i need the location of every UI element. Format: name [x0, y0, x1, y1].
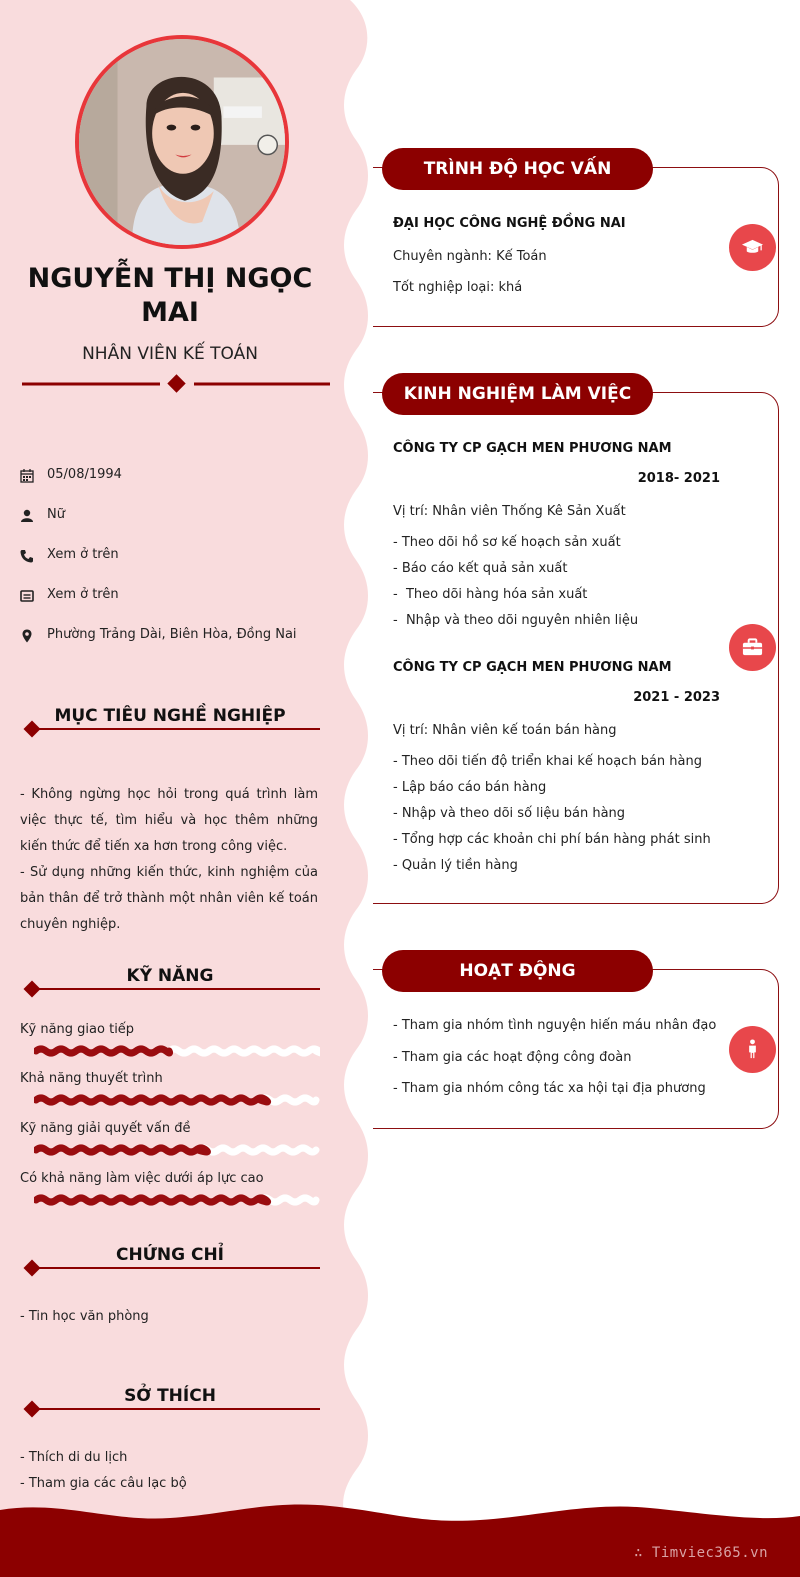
job-company: CÔNG TY CP GẠCH MEN PHƯƠNG NAM	[393, 660, 672, 675]
heading-underline	[20, 979, 320, 1001]
location-icon	[20, 629, 34, 643]
contact-text: Nữ	[47, 507, 65, 522]
job-position: Vị trí: Nhân viên Thống Kê Sản Xuất	[393, 504, 626, 519]
graduation-cap-icon	[741, 236, 764, 259]
user-icon	[20, 509, 34, 523]
contact-address	[20, 627, 350, 647]
activity-item: - Tham gia nhóm công tác xa hội tại địa phương	[393, 1081, 706, 1096]
hobbies-heading	[20, 1386, 320, 1416]
email-icon	[20, 589, 34, 603]
contact-phone	[20, 547, 350, 567]
education-major: Chuyên ngành: Kế Toán	[393, 249, 547, 264]
briefcase-icon	[741, 636, 764, 659]
skill-row	[20, 1071, 320, 1121]
job-period: 2018- 2021	[637, 471, 720, 486]
education-heading: TRÌNH ĐỘ HỌC VẤN	[382, 148, 653, 190]
skill-fill	[36, 1049, 170, 1053]
skill-fill	[36, 1148, 207, 1152]
hobbies-title: SỞ THÍCH	[124, 1386, 216, 1406]
contact-text: Phường Trảng Dài, Biên Hòa, Đồng Nai	[47, 627, 297, 642]
experience-box	[373, 392, 779, 904]
activities-heading: HOẠT ĐỘNG	[382, 950, 653, 992]
skill-fill	[36, 1098, 268, 1102]
hobby-item: - Tham gia các câu lạc bộ	[20, 1476, 187, 1491]
watermark: ∴ Timviec365.vn	[634, 1545, 768, 1561]
skill-row	[20, 1022, 320, 1072]
hobby-item: - Thích di du lịch	[20, 1450, 128, 1465]
contact-birthday	[20, 467, 350, 487]
job-duty: - Nhập và theo dõi nguyên nhiên liệu	[393, 613, 639, 628]
certificate-item: - Tin học văn phòng	[20, 1309, 149, 1324]
education-icon-badge	[729, 224, 776, 271]
skill-level-bar	[34, 1045, 320, 1057]
job-duty: - Báo cáo kết quả sản xuất	[393, 561, 568, 576]
skill-track	[169, 1049, 320, 1053]
job-duty: - Nhập và theo dõi số liệu bán hàng	[393, 806, 626, 821]
experience-icon-badge	[729, 624, 776, 671]
objective-title: MỤC TIÊU NGHỀ NGHIỆP	[54, 706, 286, 726]
skill-row	[20, 1171, 320, 1221]
activities-icon-badge	[729, 1026, 776, 1073]
name-divider	[22, 374, 330, 394]
skills-title: KỸ NĂNG	[126, 966, 214, 986]
skill-name: Kỹ năng giao tiếp	[20, 1022, 135, 1037]
contact-text: Xem ở trên	[47, 587, 119, 602]
job-duty: - Tổng hợp các khoản chi phí bán hàng phát sinh	[393, 832, 711, 847]
job-company: CÔNG TY CP GẠCH MEN PHƯƠNG NAM	[393, 441, 672, 456]
contact-text: 05/08/1994	[47, 467, 122, 482]
heading-underline	[20, 1399, 320, 1421]
certificates-heading	[20, 1245, 320, 1275]
job-duty: - Theo dõi tiến độ triển khai kế hoạch bán hàng	[393, 754, 702, 769]
job-duty: - Lập báo cáo bán hàng	[393, 780, 547, 795]
job-period: 2021 - 2023	[633, 690, 720, 705]
skill-name: Khả năng thuyết trình	[20, 1071, 163, 1086]
skill-track	[198, 1148, 316, 1152]
job-duty: - Theo dõi hàng hóa sản xuất	[393, 587, 588, 602]
objective-heading	[20, 706, 320, 736]
skill-name: Có khả năng làm việc dưới áp lực cao	[20, 1171, 264, 1186]
activity-item: - Tham gia nhóm tình nguyện hiến máu nhân đạo	[393, 1018, 717, 1033]
skill-name: Kỹ năng giải quyết vấn đề	[20, 1121, 191, 1136]
skill-row	[20, 1121, 320, 1171]
candidate-name: NGUYỄN THỊ NGỌC MAI	[27, 263, 313, 328]
heading-underline	[20, 719, 320, 741]
job-position: Vị trí: Nhân viên kế toán bán hàng	[393, 723, 617, 738]
contact-text: Xem ở trên	[47, 547, 119, 562]
objective-text: - Không ngừng học hỏi trong quá trình làm việc thực tế, tìm hiểu và học thêm những kiến thức để tiến xa hơn trong công việc. - Sử dụng những kiến thức, kinh nghiệm của bản thân để trở thành một nhân viên kế toán chuyên nghiệp.	[20, 787, 318, 932]
activities-box	[373, 969, 779, 1129]
education-school: ĐẠI HỌC CÔNG NGHỆ ĐỒNG NAI	[393, 216, 626, 231]
job-title: NHÂN VIÊN KẾ TOÁN	[82, 344, 258, 364]
certificates-title: CHỨNG CHỈ	[115, 1245, 225, 1265]
job-duty: - Quản lý tiền hàng	[393, 858, 518, 873]
experience-heading: KINH NGHIỆM LÀM VIỆC	[382, 373, 653, 415]
skill-fill	[36, 1198, 268, 1202]
skill-level-bar	[34, 1194, 320, 1206]
contact-email	[20, 587, 350, 607]
skill-level-bar	[34, 1094, 320, 1106]
profile-photo	[75, 35, 289, 249]
skill-level-bar	[34, 1144, 320, 1156]
skills-heading	[20, 966, 320, 996]
activity-item: - Tham gia các hoạt động công đoàn	[393, 1050, 632, 1065]
job-duty: - Theo dõi hồ sơ kế hoạch sản xuất	[393, 535, 621, 550]
heading-underline	[20, 1258, 320, 1280]
education-grade: Tốt nghiệp loại: khá	[393, 280, 523, 295]
person-icon	[741, 1038, 764, 1061]
education-box	[373, 167, 779, 327]
contact-gender	[20, 507, 350, 527]
calendar-icon	[20, 469, 34, 483]
phone-icon	[20, 549, 34, 563]
